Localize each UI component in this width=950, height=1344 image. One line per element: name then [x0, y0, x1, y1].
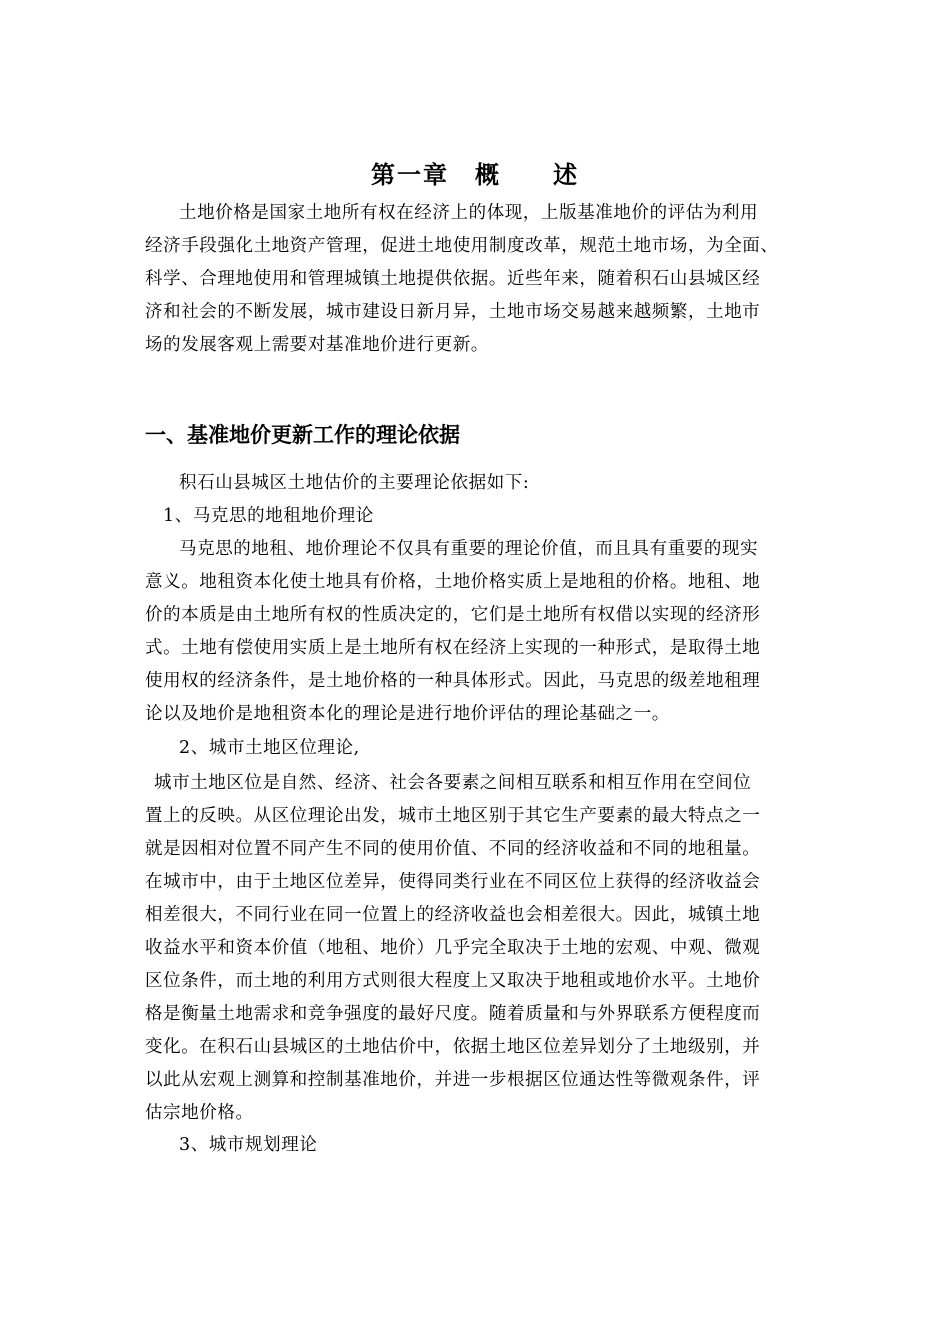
- intro-line: 济和社会的不断发展，城市建设日新月异，土地市场交易越来越频繁，土地市: [145, 302, 761, 322]
- item3-title-block: [145, 1129, 810, 1162]
- chapter-title: 第一章 概 述: [371, 160, 579, 189]
- item1-line: 意义。地租资本化使土地具有价格，土地价格实质上是地租的价格。地租、地: [145, 572, 761, 592]
- item2-line: 格是衡量土地需求和竞争强度的最好尺度。随着质量和与外界联系方便程度而: [145, 1004, 761, 1024]
- intro-line: 场的发展客观上需要对基准地价进行更新。: [145, 335, 489, 355]
- section-heading: 一、基准地价更新工作的理论依据: [145, 422, 460, 447]
- item1-line: 马克思的地租、地价理论不仅具有重要的理论价值，而且具有重要的现实: [179, 539, 759, 559]
- item2-line: 城市土地区位是自然、经济、社会各要素之间相互联系和相互作用在空间位: [154, 773, 752, 793]
- item2-line: 以此从宏观上测算和控制基准地价，并进一步根据区位通达性等微观条件，评: [145, 1070, 761, 1090]
- item1-line: 价的本质是由土地所有权的性质决定的，它们是土地所有权借以实现的经济形: [145, 605, 761, 625]
- item2-title-block: [145, 732, 810, 765]
- item2-title: 2、城市土地区位理论,: [179, 738, 360, 758]
- item1-line: 论以及地价是地租资本化的理论是进行地价评估的理论基础之一。: [145, 704, 670, 724]
- section1-intro: 积石山县城区土地估价的主要理论依据如下:: [179, 473, 530, 493]
- item2-paragraph: [145, 767, 810, 1130]
- intro-line: 科学、合理地使用和管理城镇土地提供依据。近些年来，随着积石山县城区经: [145, 269, 761, 289]
- item2-line: 区位条件，而土地的利用方式则很大程度上又取决于地租或地价水平。土地价: [145, 971, 761, 991]
- item2-line: 变化。在积石山县城区的土地估价中，依据土地区位差异划分了土地级别，并: [145, 1037, 761, 1057]
- intro-line: 经济手段强化土地资产管理，促进土地使用制度改革，规范土地市场，为全面、: [145, 236, 779, 256]
- item2-line: 相差很大，不同行业在同一位置上的经济收益也会相差很大。因此，城镇土地: [145, 905, 761, 925]
- intro-paragraph: [145, 197, 810, 362]
- item2-line: 估宗地价格。: [145, 1103, 254, 1123]
- item3-title: 3、城市规划理论: [179, 1135, 318, 1155]
- item2-line: 在城市中，由于土地区位差异，使得同类行业在不同区位上获得的经济收益会: [145, 872, 761, 892]
- section1-body: [145, 467, 810, 533]
- item1-title: 1、马克思的地租地价理论: [163, 506, 374, 526]
- item1-paragraph: [145, 533, 810, 731]
- item2-line: 收益水平和资本价值（地租、地价）几乎完全取决于土地的宏观、中观、微观: [145, 938, 761, 958]
- item1-line: 式。土地有偿使用实质上是土地所有权在经济上实现的一种形式，是取得土地: [145, 638, 761, 658]
- item1-line: 使用权的经济条件，是土地价格的一种具体形式。因此，马克思的级差地租理: [145, 671, 761, 691]
- item2-line: 就是因相对位置不同产生不同的使用价值、不同的经济收益和不同的地租量。: [145, 839, 761, 859]
- item2-line: 置上的反映。从区位理论出发，城市土地区别于其它生产要素的最大特点之一: [145, 806, 761, 826]
- intro-line: 土地价格是国家土地所有权在经济上的体现，上版基准地价的评估为利用: [179, 203, 759, 223]
